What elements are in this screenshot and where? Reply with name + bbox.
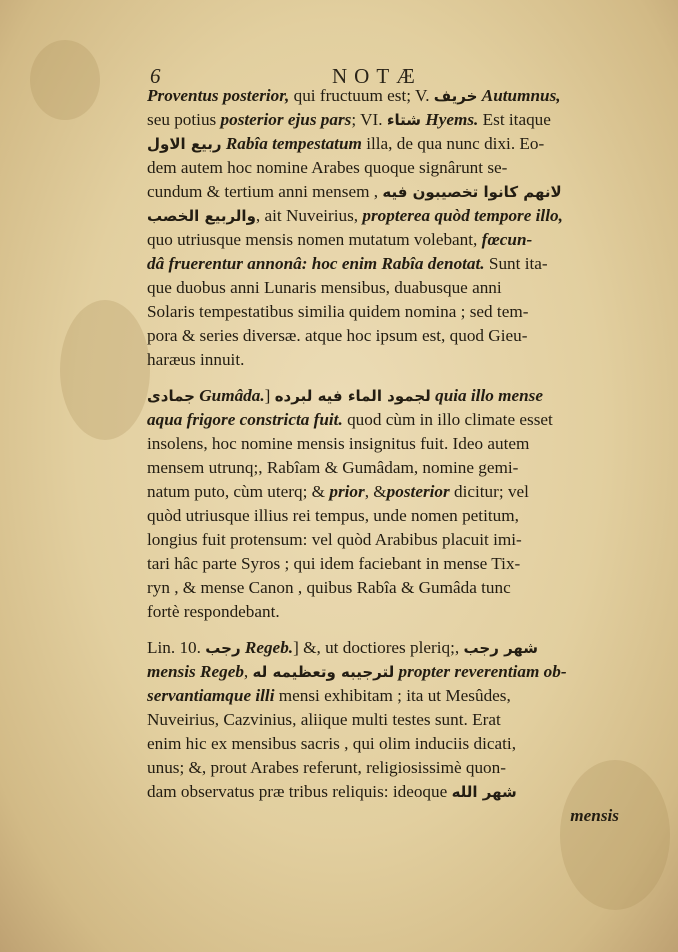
italic-span: quia illo mense xyxy=(430,386,544,405)
paragraph-break xyxy=(147,624,619,636)
text-span: illa, de qua nunc dixi. Eo- xyxy=(361,134,545,153)
page-number: 6 xyxy=(150,64,161,88)
italic-span: mensis xyxy=(570,806,619,825)
text-line xyxy=(147,408,619,432)
page-text xyxy=(147,84,619,828)
text-span: mensi exhibitam ; ita ut Mesûdes, xyxy=(274,686,511,705)
italic-span: Gumâda. xyxy=(194,386,265,405)
arabic-span: والربيع الخصب xyxy=(147,207,256,225)
arabic-span: شهر رجب xyxy=(463,639,539,657)
text-line xyxy=(147,552,619,576)
text-line xyxy=(147,156,619,180)
text-span: quo utriusque mensis nomen mutatum volebant, xyxy=(147,230,482,249)
text-span: mensem utrunq;, Rabîam & Gumâdam, nomine gemi- xyxy=(147,458,519,477)
arabic-span: رجب xyxy=(205,639,241,657)
arabic-span: شتاء xyxy=(386,111,422,129)
arabic-span: جمادى xyxy=(147,387,195,405)
italic-span: Rabîa tempestatum xyxy=(221,134,362,153)
italic-span: prior xyxy=(329,482,365,501)
arabic-span: لترجيبه وتعظيمه له xyxy=(252,663,395,681)
italic-span: dâ fruerentur annonâ: hoc enim Rabîa denotat. xyxy=(147,254,485,273)
text-span: quòd utriusque illius rei tempus, unde nomen petitum, xyxy=(147,506,519,525)
text-span: ; VI. xyxy=(351,110,387,129)
paper-stain xyxy=(60,300,150,440)
italic-span: Regeb. xyxy=(240,638,294,657)
text-line xyxy=(147,348,619,372)
italic-span: propterea quòd tempore illo, xyxy=(362,206,563,225)
text-span: tari hâc parte Syros ; qui idem faciebant in mense Tix- xyxy=(147,554,521,573)
arabic-span: خريف xyxy=(433,87,478,105)
text-line xyxy=(147,324,619,348)
text-span: cundum & tertium anni mensem , xyxy=(147,182,383,201)
text-span: , ait Nuveirius, xyxy=(255,206,363,225)
text-line xyxy=(147,300,619,324)
text-line xyxy=(147,528,619,552)
text-span: Sunt ita- xyxy=(484,254,548,273)
text-span: que duobus anni Lunaris mensibus, duabusque anni xyxy=(147,278,502,297)
text-line xyxy=(147,84,619,108)
text-span: pora & series diversæ. atque hoc ipsum est, quod Gieu- xyxy=(147,326,528,345)
italic-span: Hyems. xyxy=(421,110,479,129)
running-title: NOTÆ xyxy=(332,64,422,88)
text-line xyxy=(147,204,619,228)
text-line xyxy=(147,636,619,660)
text-span: , xyxy=(243,662,253,681)
arabic-span: لجمود الماء فيه لبرده xyxy=(274,387,431,405)
italic-span: Autumnus, xyxy=(477,86,561,105)
text-line xyxy=(147,576,619,600)
italic-span: fœcun- xyxy=(481,230,533,249)
text-line xyxy=(147,384,619,408)
text-span: , & xyxy=(364,482,387,501)
text-span: dicitur; vel xyxy=(449,482,529,501)
italic-span: mensis Regeb xyxy=(147,662,244,681)
text-span: seu potius xyxy=(147,110,221,129)
text-line xyxy=(147,780,619,804)
paper-stain xyxy=(30,40,100,120)
text-line xyxy=(147,804,619,828)
text-span: natum puto, cùm uterq; & xyxy=(147,482,330,501)
text-line xyxy=(147,132,619,156)
text-span: quod cùm in illo climate esset xyxy=(342,410,553,429)
text-line xyxy=(147,108,619,132)
arabic-span: شهر الله xyxy=(451,783,517,801)
text-span: longius fuit protensum: vel quòd Arabibus placuit imi- xyxy=(147,530,522,549)
paragraph-break xyxy=(147,372,619,384)
text-line xyxy=(147,456,619,480)
italic-span: posterior ejus pars xyxy=(220,110,352,129)
text-span: Solaris tempestatibus similia quidem nomina ; sed tem- xyxy=(147,302,529,321)
italic-span: aqua frigore constricta fuit. xyxy=(147,410,343,429)
text-line xyxy=(147,600,619,624)
text-span: ] &, ut doctiores pleriq;, xyxy=(293,638,464,657)
text-line xyxy=(147,756,619,780)
text-line xyxy=(147,180,619,204)
text-span: unus; &, prout Arabes referunt, religiosissimè quon- xyxy=(147,758,506,777)
text-line xyxy=(147,732,619,756)
text-span: Est itaque xyxy=(478,110,551,129)
text-line xyxy=(147,228,619,252)
text-line xyxy=(147,252,619,276)
italic-span: posterior xyxy=(386,482,450,501)
text-span: Lin. 10. xyxy=(147,638,206,657)
text-span: insolens, hoc nomine mensis insignitus fuit. Ideo autem xyxy=(147,434,530,453)
arabic-span: ربيع الاول xyxy=(147,135,222,153)
text-line xyxy=(147,660,619,684)
text-line xyxy=(147,432,619,456)
text-span: ] xyxy=(264,386,275,405)
text-line xyxy=(147,504,619,528)
text-span: Nuveirius, Cazvinius, aliique multi testes sunt. Erat xyxy=(147,710,501,729)
text-line xyxy=(147,276,619,300)
text-span: fortè respondebant. xyxy=(147,602,280,621)
text-span: dem autem hoc nomine Arabes quoque signârunt se- xyxy=(147,158,508,177)
arabic-span: لانهم كانوا تخصيبون فيه xyxy=(382,183,562,201)
text-span: enim hic ex mensibus sacris , qui olim induciis dicati, xyxy=(147,734,516,753)
italic-span: propter reverentiam ob- xyxy=(394,662,567,681)
text-span: dam observatus præ tribus reliquis: ideoque xyxy=(147,782,452,801)
italic-span: Proventus posterior, xyxy=(147,86,290,105)
text-line xyxy=(147,684,619,708)
italic-span: servantiamque illi xyxy=(147,686,275,705)
text-span: qui fructuum est; V. xyxy=(289,86,434,105)
text-span: haræus innuit. xyxy=(147,350,245,369)
text-line xyxy=(147,480,619,504)
text-span: ryn , & mense Canon , quibus Rabîa & Gumâda tunc xyxy=(147,578,511,597)
text-line xyxy=(147,708,619,732)
